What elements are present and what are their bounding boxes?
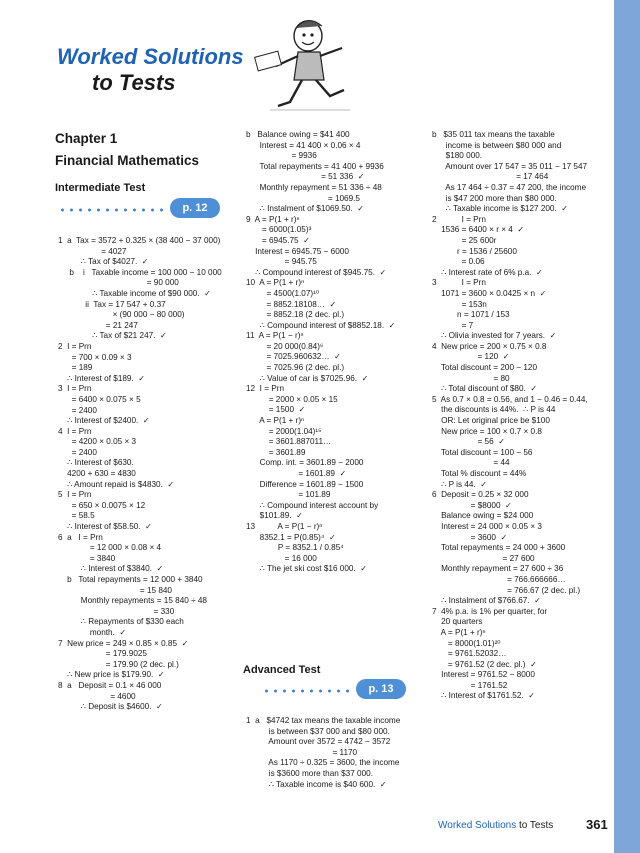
- solution-line: = 120 ✓: [432, 352, 510, 362]
- solution-line: ∴ Compound interest of $8852.18. ✓: [246, 320, 396, 330]
- solution-line: b Total repayments = 12 000 + 3840: [58, 575, 203, 584]
- solution-line: = 766.67 (2 dec. pl.): [432, 585, 581, 595]
- solution-line: As 17 464 ÷ 0.37 = 47 200, the income: [432, 182, 587, 192]
- solution-line: ∴ Interest of $2400. ✓: [58, 416, 150, 426]
- solution-line: r = 1536 / 25600: [432, 246, 517, 256]
- solution-line: = 2000(1.04)¹⁵: [246, 426, 322, 436]
- solution-line: Interest = 6945.75 − 6000: [246, 246, 349, 256]
- solution-line: = 12 000 × 0.08 × 4: [58, 543, 162, 553]
- solution-line: Total % discount = 44%: [432, 469, 527, 478]
- solution-line: Interest = 41 400 × 0.06 × 4: [246, 140, 361, 150]
- solution-line: Interest = 9761.52 − 8000: [432, 670, 535, 680]
- solution-line: ∴ Interest of $58.50. ✓: [58, 522, 152, 532]
- solution-line: Balance owing = $24 000: [432, 511, 534, 521]
- solution-line: 9 A = P(1 + r)ⁿ: [246, 214, 300, 224]
- footer-label-rest: to Tests: [516, 820, 554, 831]
- solution-line: = 650 × 0.0075 × 12: [58, 500, 146, 510]
- solution-line: = 4200 × 0.05 × 3: [58, 437, 137, 447]
- solution-line: 4200 + 630 = 4830: [58, 469, 136, 479]
- solution-line: = 25 600r: [432, 235, 497, 245]
- solution-line: = 58.5: [58, 511, 95, 521]
- page-title-line2: to Tests: [92, 70, 176, 95]
- solution-line: = 27 600: [432, 553, 535, 563]
- intermediate-dots-divider: [58, 207, 166, 213]
- solution-line: Monthly repayments = 15 840 ÷ 48: [58, 596, 207, 606]
- solution-line: ∴ Deposit is $4600. ✓: [58, 702, 163, 712]
- solution-line: 1536 = 6400 × r × 4 ✓: [432, 225, 525, 235]
- solution-line: = 8852.18108… ✓: [246, 299, 337, 309]
- solution-line: = 9761.52032…: [432, 649, 507, 659]
- solution-line: ∴ Compound interest account by: [246, 500, 379, 510]
- solution-line: = 8000(1.01)²⁰: [432, 638, 501, 648]
- solution-line: = 4600: [58, 691, 136, 701]
- solution-line: 10 A = P(1 + r)ⁿ: [246, 278, 305, 288]
- solution-line: 8352.1 = P(0.85)⁴ ✓: [246, 532, 336, 542]
- solution-line: 8 a Deposit = 0.1 × 46 000: [58, 680, 162, 690]
- solution-line: = 766.666666…: [432, 574, 566, 584]
- solution-line: = 17 464: [432, 172, 549, 182]
- solution-line: = 44: [432, 458, 510, 468]
- solution-line: ∴ P is 44. ✓: [432, 479, 488, 489]
- solution-line: = 3840: [58, 553, 116, 563]
- solution-line: = 189: [58, 363, 93, 373]
- solution-line: 13 A = P(1 − r)ⁿ: [246, 521, 323, 531]
- solution-line: ∴ Amount repaid is $4830. ✓: [58, 479, 175, 489]
- solution-line: Interest = 24 000 × 0.05 × 3: [432, 521, 542, 531]
- solution-line: = 9936: [246, 151, 317, 161]
- solution-line: = 3601.887011…: [246, 437, 332, 447]
- solution-line: = 153n: [432, 299, 487, 309]
- solution-line: = 7025.96 (2 dec. pl.): [246, 363, 345, 373]
- solution-line: ∴ Value of car is $7025.96. ✓: [246, 373, 369, 383]
- solution-line: ∴ New price is $179.90. ✓: [58, 670, 165, 680]
- solution-line: = 101.89: [246, 490, 331, 500]
- solution-line: Total repayments = 24 000 + 3600: [432, 543, 566, 553]
- solution-line: ∴ The jet ski cost $16 000. ✓: [246, 564, 368, 574]
- solution-line: is $47 200 more than $80 000.: [432, 193, 557, 203]
- solution-line: n = 1071 / 153: [432, 310, 510, 320]
- advanced-dots-divider: [262, 688, 352, 694]
- solution-line: 1 a $4742 tax means the taxable income: [246, 716, 401, 725]
- solution-line: = 7025.960632… ✓: [246, 352, 341, 362]
- solution-line: = 1761.52: [432, 680, 508, 690]
- solution-line: 2 I = Prn: [432, 214, 486, 224]
- solution-line: Total discount = 100 − 56: [432, 447, 533, 457]
- solution-line: 3 I = Prn: [432, 278, 486, 288]
- page-number: 361: [586, 817, 608, 832]
- solution-line: 4 I = Prn: [58, 426, 92, 436]
- solution-line: ∴ Olivia invested for 7 years. ✓: [432, 331, 557, 341]
- solution-line: = 2400: [58, 447, 97, 457]
- solution-line: = 3601.89: [246, 447, 306, 457]
- solution-line: A = P(1 + r)ⁿ: [246, 416, 305, 426]
- solution-line: ∴ Instalment of $1069.50. ✓: [246, 204, 365, 214]
- solution-line: Total discount = 200 − 120: [432, 363, 537, 373]
- solution-line: ∴ Interest rate of 6% p.a. ✓: [432, 267, 543, 277]
- solution-line: month. ✓: [58, 627, 127, 637]
- solution-line: = 90 000: [58, 278, 179, 288]
- solution-line: ∴ Taxable income of $90 000. ✓: [58, 288, 212, 298]
- solution-line: P = 8352.1 / 0.85⁴: [246, 543, 344, 553]
- solution-line: = 8852.18 (2 dec. pl.): [246, 310, 345, 320]
- solution-line: = 6945.75 ✓: [246, 235, 310, 245]
- solution-line: 5 As 0.7 × 0.8 = 0.56, and 1 − 0.46 = 0.44,: [432, 394, 588, 404]
- solution-line: Difference = 1601.89 − 1500: [246, 479, 364, 489]
- solution-line: 2 I = Prn: [58, 341, 92, 351]
- solution-line: 6 Deposit = 0.25 × 32 000: [432, 490, 529, 500]
- advanced-solutions-column-3: [432, 130, 612, 702]
- solution-line: b i Taxable income = 100 000 − 10 000: [58, 267, 222, 277]
- solution-line: 4 New price = 200 × 0.75 × 0.8: [432, 341, 547, 351]
- solution-line: = 9761.52 (2 dec. pl.) ✓: [432, 659, 537, 669]
- solution-line: is between $37 000 and $80 000.: [246, 726, 390, 736]
- solution-line: 12 I = Prn: [246, 384, 285, 394]
- solution-line: As 1170 ÷ 0.325 = 3600, the income: [246, 758, 400, 768]
- footer-label: [438, 820, 553, 831]
- solution-line: = 945.75: [246, 257, 317, 267]
- chapter-subtitle: Financial Mathematics: [55, 153, 200, 168]
- solution-line: = 1170: [246, 747, 358, 757]
- solution-line: = 80: [432, 373, 510, 383]
- solution-line: $180 000.: [432, 151, 483, 161]
- solution-line: 1071 = 3600 × 0.0425 × n ✓: [432, 288, 547, 298]
- solution-line: b $35 011 tax means the taxable: [432, 130, 555, 139]
- solution-line: = 20 000(0.84)⁶: [246, 341, 324, 351]
- solution-line: = 1500 ✓: [246, 405, 306, 415]
- solution-line: = 1069.5: [246, 193, 360, 203]
- solution-line: = 179.90 (2 dec. pl.): [58, 659, 179, 669]
- solution-line: Amount over 17 547 = 35 011 − 17 547: [432, 161, 588, 171]
- solution-line: the discounts is 44%. ∴ P is 44: [432, 405, 556, 415]
- solution-line: ∴ Tax of $21 247. ✓: [58, 331, 167, 341]
- solution-line: ∴ Interest of $630.: [58, 458, 134, 468]
- solution-line: = 700 × 0.09 × 3: [58, 352, 132, 362]
- solution-line: = 1601.89 ✓: [246, 469, 347, 478]
- solution-line: is $3600 more than $37 000.: [246, 768, 373, 778]
- solution-line: Comp. int. = 3601.89 − 2000: [246, 458, 364, 468]
- solution-line: 3 I = Prn: [58, 384, 92, 394]
- page-title-line1: Worked Solutions: [57, 44, 244, 69]
- solution-line: = 7: [432, 320, 474, 330]
- footer-label-colored: Worked Solutions: [438, 820, 517, 831]
- solution-line: = 4027: [58, 246, 127, 256]
- solution-line: Amount over 3572 = 4742 − 3572: [246, 737, 391, 747]
- advanced-page-badge: p. 13: [356, 679, 406, 699]
- intermediate-solutions-column-2: [246, 130, 426, 575]
- solution-line: = 56 ✓: [432, 437, 506, 447]
- solution-line: New price = 100 × 0.7 × 0.8: [432, 426, 542, 436]
- solution-line: 11 A = P(1 − r)ⁿ: [246, 331, 304, 341]
- intermediate-solutions-column-1: [58, 236, 238, 713]
- solution-line: 5 I = Prn: [58, 490, 92, 500]
- solution-line: ∴ Tax of $4027. ✓: [58, 257, 149, 267]
- solution-line: = 2000 × 0.05 × 15: [246, 394, 338, 404]
- solution-line: Monthly repayment = 27 600 ÷ 36: [432, 564, 564, 574]
- solution-line: = 4500(1.07)¹⁰: [246, 288, 320, 298]
- solution-line: ii Tax = 17 547 + 0.37: [58, 299, 166, 309]
- solution-line: = $8000 ✓: [432, 500, 512, 510]
- intermediate-test-heading: Intermediate Test: [55, 182, 146, 194]
- solution-line: income is between $80 000 and: [432, 140, 562, 150]
- solution-line: A = P(1 + r)ⁿ: [432, 627, 486, 637]
- solution-line: ∴ Taxable income is $40 600. ✓: [246, 779, 387, 789]
- intermediate-page-badge: p. 12: [170, 198, 220, 218]
- solution-line: = 6400 × 0.075 × 5: [58, 394, 141, 404]
- solution-line: = 0.06: [432, 257, 485, 267]
- solution-line: ∴ Repayments of $330 each: [58, 617, 184, 627]
- advanced-test-heading: Advanced Test: [243, 664, 321, 676]
- solution-line: = 179.9025: [58, 649, 147, 659]
- chapter-title: Chapter 1: [55, 131, 118, 146]
- solution-line: = 2400: [58, 405, 97, 415]
- solution-line: $101.89. ✓: [246, 511, 303, 521]
- advanced-solutions-column-2: [246, 716, 426, 790]
- page-edge-strip: [614, 0, 640, 853]
- solution-line: = 21 247: [58, 320, 138, 330]
- solution-line: Monthly repayment = 51 336 ÷ 48: [246, 182, 382, 192]
- solution-line: = 51 336 ✓: [246, 172, 365, 182]
- solution-line: ∴ Taxable income is $127 200. ✓: [432, 204, 569, 214]
- solution-line: = 330: [58, 606, 175, 616]
- solution-line: OR: Let original price be $100: [432, 416, 550, 426]
- solution-line: = 15 840: [58, 585, 172, 595]
- solution-line: ∴ Interest of $3840. ✓: [58, 564, 164, 574]
- solution-line: ∴ Interest of $189. ✓: [58, 373, 146, 383]
- solution-line: = 6000(1.05)³: [246, 225, 312, 235]
- running-student-illustration: [250, 10, 355, 118]
- solution-line: ∴ Interest of $1761.52. ✓: [432, 691, 536, 701]
- solution-line: = 16 000: [246, 553, 317, 563]
- solution-line: 6 a I = Prn: [58, 532, 103, 542]
- solution-line: 7 4% p.a. is 1% per quarter, for: [432, 606, 548, 616]
- solution-line: 1 a Tax = 3572 + 0.325 × (38 400 − 37 000): [58, 236, 221, 245]
- solution-line: ∴ Compound interest of $945.75. ✓: [246, 267, 387, 277]
- solution-line: × (90 000 − 80 000): [58, 310, 185, 320]
- solution-line: Total repayments = 41 400 + 9936: [246, 161, 384, 171]
- solution-line: = 3600 ✓: [432, 532, 508, 542]
- solution-line: ∴ Instalment of $766.67. ✓: [432, 596, 542, 606]
- solution-line: 7 New price = 249 × 0.85 × 0.85 ✓: [58, 638, 189, 648]
- solution-line: b Balance owing = $41 400: [246, 130, 350, 139]
- solution-line: 20 quarters: [432, 617, 483, 627]
- solution-line: ∴ Total discount of $80. ✓: [432, 384, 538, 394]
